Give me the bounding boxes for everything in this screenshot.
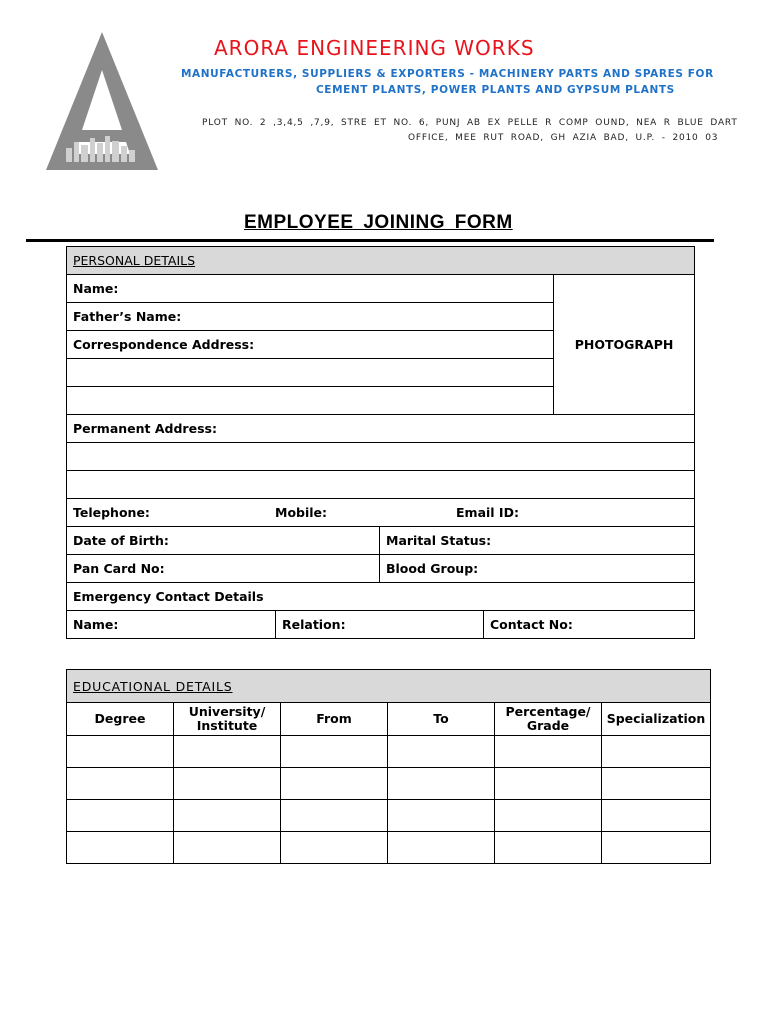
company-logo: [44, 30, 160, 172]
column-header-degree: Degree: [67, 703, 174, 736]
educational-details-header: EDUCATIONAL DETAILS: [67, 670, 711, 703]
table-row: [67, 800, 711, 832]
date-of-birth-field[interactable]: Date of Birth:: [67, 527, 380, 555]
company-address-line1: PLOT NO. 2 ,3,4,5 ,7,9, STRE ET NO. 6, PUNJ AB EX PELLE R COMP OUND, NEA R BLUE DART: [202, 118, 738, 128]
column-header-to: To: [388, 703, 495, 736]
column-header-from: From: [281, 703, 388, 736]
table-row: [67, 768, 711, 800]
table-cell[interactable]: [174, 800, 281, 832]
table-cell[interactable]: [495, 736, 602, 768]
table-cell[interactable]: [281, 800, 388, 832]
column-header-percentage: Percentage/ Grade: [495, 703, 602, 736]
table-cell[interactable]: [174, 768, 281, 800]
name-field[interactable]: Name:: [67, 275, 554, 303]
blood-group-field[interactable]: Blood Group:: [380, 555, 695, 583]
table-cell[interactable]: [388, 800, 495, 832]
table-cell[interactable]: [495, 768, 602, 800]
permanent-address-line2[interactable]: [67, 443, 695, 471]
table-cell[interactable]: [67, 736, 174, 768]
column-header-specialization: Specialization: [602, 703, 711, 736]
table-cell[interactable]: [388, 832, 495, 864]
contact-no-field[interactable]: Contact No:: [484, 611, 695, 639]
personal-details-header: PERSONAL DETAILS: [67, 247, 695, 275]
company-tagline-line2: CEMENT PLANTS, POWER PLANTS AND GYPSUM PLANTS: [316, 84, 675, 96]
photograph-box: PHOTOGRAPH: [554, 275, 695, 415]
table-cell[interactable]: [67, 832, 174, 864]
form-title: EMPLOYEE JOINING FORM: [244, 212, 513, 233]
correspondence-address-field[interactable]: Correspondence Address:: [67, 331, 554, 359]
table-cell[interactable]: [602, 736, 711, 768]
educational-details-table: [66, 669, 711, 864]
header-divider: [26, 239, 714, 242]
table-cell[interactable]: [174, 736, 281, 768]
telephone-label: Telephone:: [73, 504, 150, 520]
company-name: ARORA ENGINEERING WORKS: [214, 36, 535, 60]
table-cell[interactable]: [495, 800, 602, 832]
table-cell[interactable]: [602, 768, 711, 800]
column-header-university: University/ Institute: [174, 703, 281, 736]
email-label: Email ID:: [456, 504, 519, 520]
table-row: [67, 832, 711, 864]
mobile-label: Mobile:: [275, 504, 328, 520]
company-address-line2: OFFICE, MEE RUT ROAD, GH AZIA BAD, U.P. - 2010 03: [408, 133, 719, 143]
table-cell[interactable]: [388, 768, 495, 800]
table-cell[interactable]: [281, 832, 388, 864]
table-cell[interactable]: [281, 736, 388, 768]
table-cell[interactable]: [602, 800, 711, 832]
fathers-name-field[interactable]: Father’s Name:: [67, 303, 554, 331]
table-cell[interactable]: [602, 832, 711, 864]
emergency-name-field[interactable]: Name:: [67, 611, 276, 639]
table-cell[interactable]: [174, 832, 281, 864]
company-tagline-line1: MANUFACTURERS, SUPPLIERS & EXPORTERS - MACHINERY PARTS AND SPARES FOR: [181, 68, 714, 80]
personal-details-table: [66, 246, 695, 639]
correspondence-address-line3[interactable]: [67, 387, 554, 415]
emergency-contact-header: Emergency Contact Details: [67, 583, 695, 611]
correspondence-address-line2[interactable]: [67, 359, 554, 387]
relation-field[interactable]: Relation:: [276, 611, 484, 639]
table-row: [67, 736, 711, 768]
contact-row[interactable]: [67, 499, 695, 527]
pan-card-field[interactable]: Pan Card No:: [67, 555, 380, 583]
table-cell[interactable]: [388, 736, 495, 768]
table-cell[interactable]: [495, 832, 602, 864]
table-cell[interactable]: [67, 768, 174, 800]
permanent-address-line3[interactable]: [67, 471, 695, 499]
marital-status-field[interactable]: Marital Status:: [380, 527, 695, 555]
permanent-address-field[interactable]: Permanent Address:: [67, 415, 695, 443]
table-cell[interactable]: [281, 768, 388, 800]
table-cell[interactable]: [67, 800, 174, 832]
